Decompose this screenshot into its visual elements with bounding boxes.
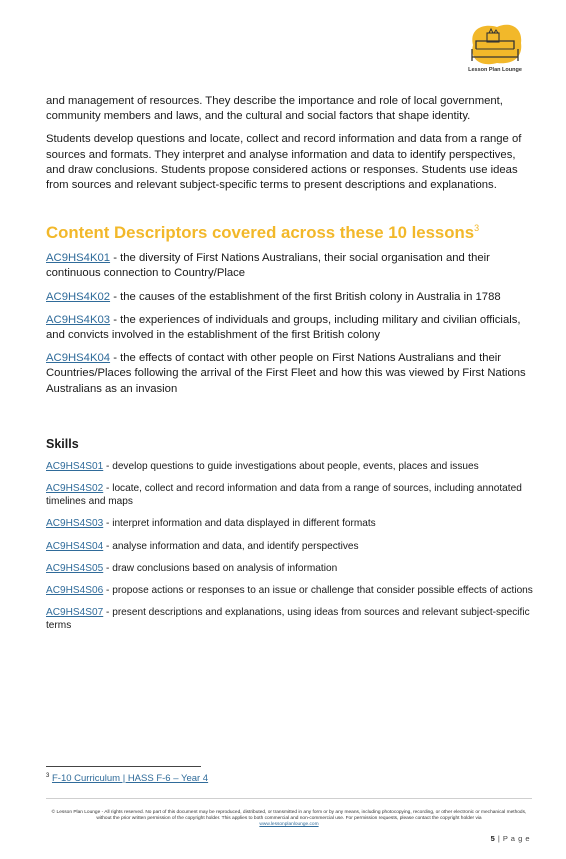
descriptor-code-link[interactable]: AC9HS4K04 — [46, 352, 111, 365]
page-content — [46, 94, 534, 642]
descriptor-item — [46, 351, 534, 397]
footer-divider — [46, 798, 532, 799]
skill-text: - develop questions to guide investigations about people, events, places and issues — [103, 460, 479, 472]
skill-item — [46, 540, 534, 553]
website-link[interactable]: www.lessonplanlounge.com — [259, 822, 319, 828]
heading-text: Content Descriptors covered across these 10 lessons — [46, 223, 475, 243]
descriptor-text: - the causes of the establishment of the first British colony in Australia in 1788 — [110, 290, 501, 303]
skill-code-link[interactable]: AC9HS4S03 — [46, 518, 104, 530]
skill-code-link[interactable]: AC9HS4S01 — [46, 460, 104, 472]
brand-name: Lesson Plan Lounge — [468, 67, 522, 73]
skill-text: - locate, collect and record information and data from a range of sources, including annotated timelines and maps — [46, 483, 522, 508]
skill-text: - interpret information and data displayed in different formats — [103, 518, 376, 530]
footnote — [46, 773, 208, 784]
skill-text: - analyse information and data, and identify perspectives — [103, 540, 359, 552]
skill-code-link[interactable]: AC9HS4S07 — [46, 607, 104, 619]
descriptor-text: - the effects of contact with other people on First Nations Australians and their Countries/Places following the arrival of the First Fleet and how this was viewed by First Nations Australians as an invasion — [46, 352, 526, 395]
intro-paragraph: Students develop questions and locate, collect and record information and data from a range of sources and formats. They interpret and analyse information and data to identify perspectives, and draw conclusions. Students propose considered actions or responses. Students use ideas from sources and relevant subject-specific terms to present descriptions and explanations. — [46, 133, 522, 192]
skill-item — [46, 517, 534, 530]
skill-item — [46, 606, 534, 632]
skill-item — [46, 460, 534, 473]
descriptor-code-link[interactable]: AC9HS4K03 — [46, 313, 111, 326]
skill-code-link[interactable]: AC9HS4S06 — [46, 585, 104, 597]
page-label: | P a g e — [497, 834, 530, 843]
skill-item — [46, 562, 534, 575]
footnote-number: 3 — [46, 773, 50, 779]
descriptor-text: - the experiences of individuals and groups, including military and civilian officials, and convicts involved in the establishment of the first British colony — [46, 313, 521, 342]
copyright-notice — [46, 810, 532, 829]
content-descriptors-heading — [46, 218, 534, 243]
footnote-ref: 3 — [474, 223, 480, 234]
skill-code-link[interactable]: AC9HS4S02 — [46, 483, 104, 495]
descriptor-item — [46, 313, 534, 343]
skill-text: - present descriptions and explanations, using ideas from sources and relevant subject-specific terms — [46, 607, 530, 632]
skill-text: - propose actions or responses to an issue or challenge that consider possible effects of actions — [103, 585, 533, 597]
descriptor-text: - the diversity of First Nations Australians, their social organisation and their continuous connection to Country/Place — [46, 252, 490, 280]
footnote-divider — [46, 766, 201, 767]
descriptor-code-link[interactable]: AC9HS4K02 — [46, 290, 111, 303]
descriptor-code-link[interactable]: AC9HS4K01 — [46, 252, 111, 265]
skills-heading: Skills — [46, 436, 79, 451]
page-number-value: 5 — [490, 834, 496, 843]
intro-paragraph: and management of resources. They describe the importance and role of local government, community members and laws, and the cultural and social factors that shape identity. — [46, 95, 503, 123]
descriptor-item — [46, 251, 534, 281]
page-number — [491, 834, 530, 843]
footnote-link[interactable]: F-10 Curriculum | HASS F-6 – Year 4 — [51, 773, 209, 784]
skill-code-link[interactable]: AC9HS4S05 — [46, 562, 104, 574]
skill-code-link[interactable]: AC9HS4S04 — [46, 540, 104, 552]
skill-item — [46, 584, 534, 597]
skill-text: - draw conclusions based on analysis of information — [103, 562, 338, 574]
copyright-text: © Lesson Plan Lounge - All rights reserved. No part of this document may be reproduced, distributed, or transmitted in any form or by any means, including photocopying, recording, or other electronic or mechanical methods, without the prior written permission of the copyright holder. This applies to both commercial and non-commercial use. For permission requests, please contact the copyright holder via — [51, 810, 527, 822]
descriptor-item — [46, 290, 534, 305]
skill-item — [46, 482, 534, 508]
